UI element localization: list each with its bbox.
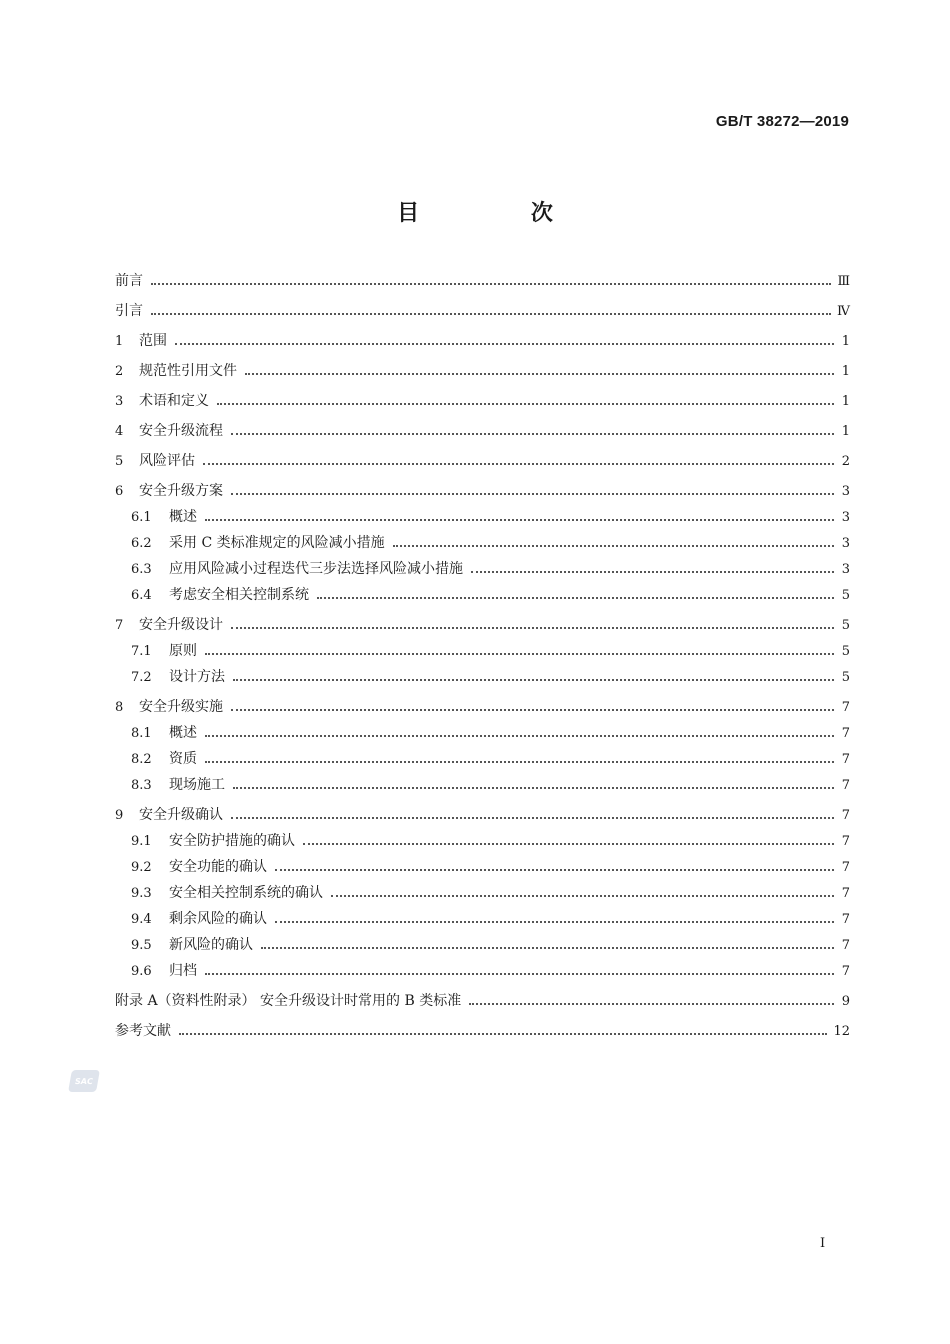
toc-entry[interactable] (115, 482, 850, 501)
toc-entry-page: 1 (841, 334, 850, 349)
toc-entry-number: 7.2 (131, 670, 152, 685)
toc-entry-number: 6.3 (131, 562, 152, 577)
toc-entry[interactable] (115, 392, 850, 411)
toc-entry-number: 5 (115, 454, 124, 469)
toc-entry[interactable] (115, 642, 850, 661)
toc-entry-number: 8.2 (131, 752, 152, 767)
toc-entry-number: 7.1 (131, 644, 152, 659)
document-code: GB/T 38272—2019 (715, 113, 849, 130)
toc-dot-leader (275, 921, 834, 923)
toc-entry[interactable] (115, 586, 850, 605)
table-of-contents (115, 272, 850, 1041)
toc-entry-label: 新风险的确认 (169, 937, 253, 953)
toc-entry-page: 7 (841, 700, 850, 715)
toc-dot-leader (205, 973, 834, 975)
toc-entry-page: 7 (841, 752, 850, 767)
toc-entry[interactable] (115, 362, 850, 381)
toc-entry-number: 7 (115, 618, 124, 633)
toc-dot-leader (205, 761, 834, 763)
toc-dot-leader (393, 545, 834, 547)
toc-entry-label: 前言 (115, 273, 143, 289)
toc-entry[interactable] (115, 534, 850, 553)
toc-entry-page: 5 (841, 670, 850, 685)
toc-entry-number: 9.4 (131, 912, 152, 927)
toc-entry-label: 剩余风险的确认 (169, 911, 267, 927)
toc-entry-page: 7 (841, 938, 850, 953)
toc-entry[interactable] (115, 508, 850, 527)
toc-entry-number: 8.1 (131, 726, 152, 741)
toc-dot-leader (231, 493, 834, 495)
sac-watermark-logo: SAC (68, 1070, 100, 1092)
toc-entry-page: 1 (841, 394, 850, 409)
toc-entry-page: 1 (841, 424, 850, 439)
toc-dot-leader (151, 313, 831, 315)
toc-entry-page: 1 (841, 364, 850, 379)
toc-dot-leader (231, 817, 834, 819)
toc-entry-page: Ⅲ (837, 274, 850, 289)
toc-dot-leader (151, 283, 831, 285)
toc-entry-page: 7 (841, 964, 850, 979)
toc-entry-label: 归档 (169, 963, 197, 979)
toc-entry-page: 2 (841, 454, 850, 469)
toc-entry-label: 安全功能的确认 (169, 859, 267, 875)
toc-dot-leader (231, 709, 834, 711)
toc-dot-leader (231, 627, 834, 629)
toc-entry[interactable] (115, 1022, 850, 1041)
toc-dot-leader (469, 1003, 834, 1005)
toc-entry-number: 8.3 (131, 778, 152, 793)
toc-dot-leader (231, 433, 834, 435)
toc-entry-page: 12 (833, 1024, 850, 1039)
toc-dot-leader (245, 373, 834, 375)
toc-entry-label: 资质 (169, 751, 197, 767)
toc-entry-label: 安全相关控制系统的确认 (169, 885, 323, 901)
toc-entry[interactable] (115, 776, 850, 795)
toc-dot-leader (205, 519, 834, 521)
toc-dot-leader (331, 895, 834, 897)
toc-entry[interactable] (115, 884, 850, 903)
toc-entry-page: 7 (841, 726, 850, 741)
toc-entry-page: 7 (841, 834, 850, 849)
toc-entry-number: 6.2 (131, 536, 152, 551)
toc-entry[interactable] (115, 698, 850, 717)
toc-entry-label: 应用风险减小过程迭代三步法选择风险减小措施 (169, 561, 463, 577)
toc-entry-number: 1 (115, 334, 124, 349)
toc-entry[interactable] (115, 832, 850, 851)
toc-dot-leader (303, 843, 834, 845)
toc-entry-label: 采用 C 类标准规定的风险减小措施 (169, 535, 385, 551)
toc-entry-label: 安全升级实施 (139, 699, 223, 715)
toc-entry-page: 5 (841, 588, 850, 603)
toc-entry[interactable] (115, 302, 850, 321)
toc-entry[interactable] (115, 560, 850, 579)
toc-entry[interactable] (115, 272, 850, 291)
toc-entry-page: 3 (841, 484, 850, 499)
toc-dot-leader (275, 869, 834, 871)
toc-entry-page: 7 (841, 778, 850, 793)
toc-entry[interactable] (115, 332, 850, 351)
toc-dot-leader (233, 787, 834, 789)
toc-entry[interactable] (115, 668, 850, 687)
toc-entry-number: 3 (115, 394, 124, 409)
toc-entry[interactable] (115, 992, 850, 1011)
toc-entry-number: 6.4 (131, 588, 152, 603)
toc-entry[interactable] (115, 962, 850, 981)
toc-entry-label: 附录 A（资料性附录） 安全升级设计时常用的 B 类标准 (115, 993, 462, 1009)
toc-entry-label: 安全升级流程 (139, 423, 223, 439)
toc-entry-page: 7 (841, 808, 850, 823)
toc-entry-number: 2 (115, 364, 124, 379)
toc-entry-number: 9.2 (131, 860, 152, 875)
toc-entry-number: 6 (115, 484, 124, 499)
toc-entry-label: 原则 (169, 643, 197, 659)
toc-entry-number: 9.3 (131, 886, 152, 901)
toc-entry[interactable] (115, 858, 850, 877)
toc-dot-leader (471, 571, 834, 573)
toc-entry-label: 考虑安全相关控制系统 (169, 587, 309, 603)
toc-entry-label: 安全防护措施的确认 (169, 833, 295, 849)
toc-entry-label: 风险评估 (139, 453, 195, 469)
toc-entry-label: 概述 (169, 509, 197, 525)
toc-entry-label: 设计方法 (169, 669, 225, 685)
toc-entry-number: 6.1 (131, 510, 152, 525)
toc-dot-leader (179, 1033, 827, 1035)
toc-entry-page: 5 (841, 618, 850, 633)
toc-entry-number: 9 (115, 808, 124, 823)
toc-entry-label: 安全升级方案 (139, 483, 223, 499)
toc-entry-page: 3 (841, 510, 850, 525)
toc-entry-page: Ⅳ (837, 304, 850, 319)
toc-entry-label: 现场施工 (169, 777, 225, 793)
toc-dot-leader (205, 735, 834, 737)
toc-entry-label: 参考文献 (115, 1023, 171, 1039)
toc-entry-number: 4 (115, 424, 124, 439)
toc-entry-label: 概述 (169, 725, 197, 741)
toc-entry-number: 9.6 (131, 964, 152, 979)
toc-dot-leader (205, 653, 834, 655)
toc-entry-page: 9 (841, 994, 850, 1009)
toc-entry-page: 5 (841, 644, 850, 659)
toc-dot-leader (217, 403, 834, 405)
toc-entry[interactable] (115, 910, 850, 929)
toc-entry-number: 9.1 (131, 834, 152, 849)
toc-entry[interactable] (115, 616, 850, 635)
toc-dot-leader (233, 679, 834, 681)
toc-dot-leader (317, 597, 834, 599)
page-number: I (820, 1236, 826, 1251)
toc-title: 目 次 (397, 201, 605, 226)
toc-entry-label: 安全升级确认 (139, 807, 223, 823)
toc-entry-page: 7 (841, 860, 850, 875)
toc-entry[interactable] (115, 724, 850, 743)
toc-entry[interactable] (115, 452, 850, 471)
toc-entry[interactable] (115, 750, 850, 769)
toc-entry-page: 3 (841, 536, 850, 551)
toc-entry-number: 9.5 (131, 938, 152, 953)
toc-entry[interactable] (115, 806, 850, 825)
toc-entry-page: 7 (841, 886, 850, 901)
toc-entry-label: 规范性引用文件 (139, 363, 237, 379)
toc-dot-leader (175, 343, 834, 345)
toc-entry-label: 术语和定义 (139, 393, 209, 409)
toc-dot-leader (261, 947, 834, 949)
toc-entry-label: 范围 (139, 333, 167, 349)
toc-entry[interactable] (115, 422, 850, 441)
toc-entry-page: 7 (841, 912, 850, 927)
toc-entry-label: 引言 (115, 303, 143, 319)
toc-dot-leader (203, 463, 834, 465)
toc-entry-page: 3 (841, 562, 850, 577)
toc-entry[interactable] (115, 936, 850, 955)
toc-entry-number: 8 (115, 700, 124, 715)
toc-entry-label: 安全升级设计 (139, 617, 223, 633)
